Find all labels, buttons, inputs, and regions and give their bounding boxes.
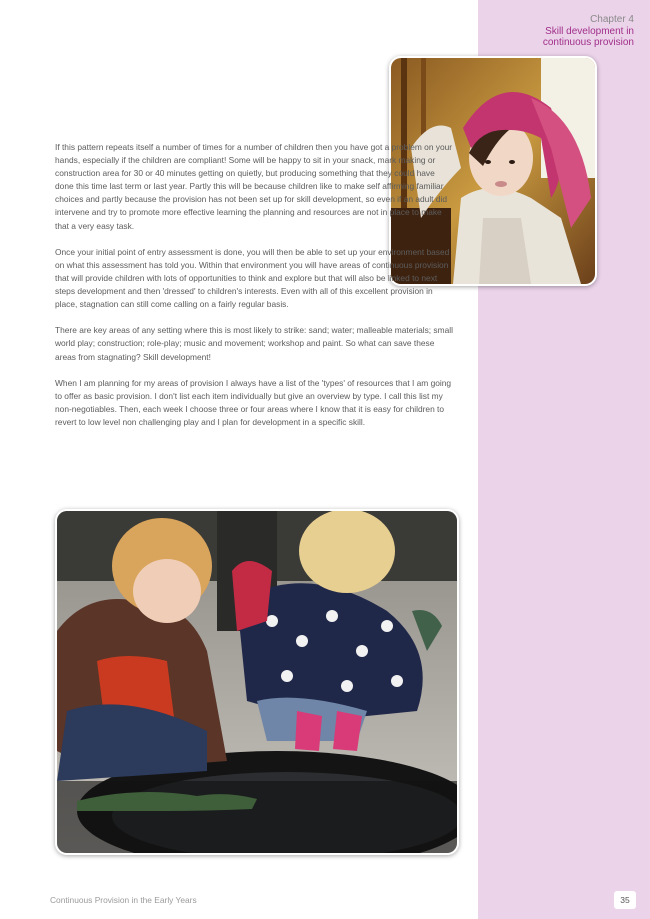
chapter-title-line2: continuous provision: [542, 37, 634, 48]
chapter-number: Chapter 4: [590, 14, 634, 25]
paragraph-4: When I am planning for my areas of provision I always have a list of the 'types' of resources that I am going to offer as basic provision. I don't list each item individually but give an overview by type. I call this list my non-negotiables. Then, each week I choose three or four areas where I know that it is easy for children to revert to low level non challenging play and I plan for development in a specific skill.: [55, 377, 452, 427]
body-text: [55, 141, 455, 442]
photo-children-water-tray: [55, 509, 459, 855]
chapter-heading: [543, 14, 634, 49]
chapter-title-line1: Skill development in: [545, 25, 634, 37]
page-number: 35: [614, 891, 636, 909]
paragraph-2: Once your initial point of entry assessment is done, you will then be able to set up your environment based on what this assessment has told you. Within that environment you will have areas of continuous provision that will provide children with lots of opportunities to think and explore but that will also be linked to next steps development and then 'dressed' to children's interests. Even with all of this excellent provision in place, stagnation can still come calling on a fairly regular basis.: [55, 246, 450, 310]
paragraph-1: If this pattern repeats itself a number of times for a number of children then you have got a problem on your hands, especially if the children are compliant! Some will be happy to sit in your snack, mark making or construction area for 30 or 40 minutes getting on quietly, but producing something that they could have done this time last term or last year. Partly this will be because children like to make self affirming familiar choices and partly because the provision has not been set up for skill development, so even if an adult did intervene and try to promote more effective learning the planning and resources are not in place to make that a very easy task.: [55, 142, 453, 231]
footer-book-title: Continuous Provision in the Early Years: [50, 895, 197, 905]
paragraph-3: There are key areas of any setting where this is most likely to strike: sand; water; malleable materials; small world play; construction; role-play; music and movement; workshop and paint. So what can save these areas from stagnating? Skill development!: [55, 325, 453, 362]
